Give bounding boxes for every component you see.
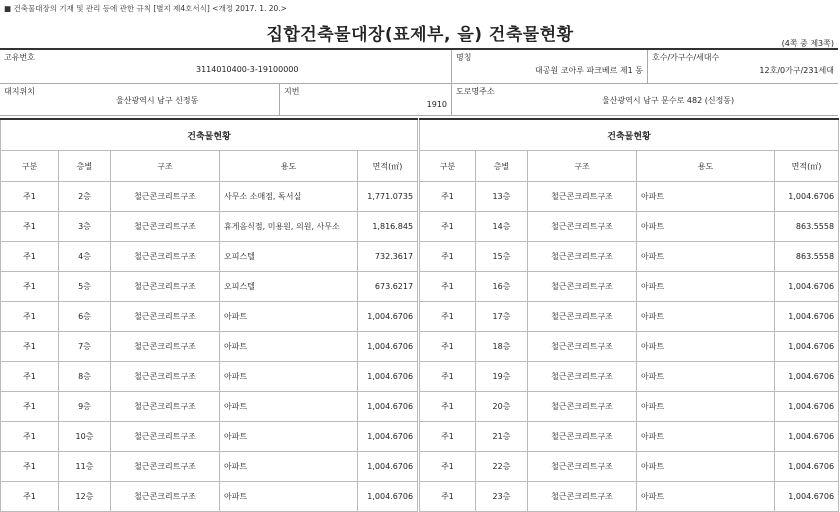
col-header-use: 용도 — [637, 151, 775, 182]
floor-cell: 22층 — [476, 452, 528, 482]
use-cell: 아파트 — [637, 272, 775, 302]
use-cell: 아파트 — [220, 362, 358, 392]
division-cell: 주1 — [1, 392, 59, 422]
area-cell: 1,004.6706 — [775, 452, 839, 482]
col-header-floor: 층별 — [59, 151, 111, 182]
area-cell: 1,004.6706 — [775, 272, 839, 302]
structure-cell: 철근콘크리트구조 — [528, 332, 637, 362]
area-cell: 1,004.6706 — [358, 422, 418, 452]
division-cell: 주1 — [1, 482, 59, 512]
structure-cell: 철근콘크리트구조 — [528, 452, 637, 482]
division-cell: 주1 — [1, 242, 59, 272]
table-row — [1, 392, 418, 422]
area-cell: 1,004.6706 — [775, 392, 839, 422]
table-row — [420, 392, 839, 422]
floor-cell: 15층 — [476, 242, 528, 272]
col-header-use: 용도 — [220, 151, 358, 182]
table-row — [1, 362, 418, 392]
division-cell: 주1 — [1, 182, 59, 212]
units-value: 12호/0가구/231세대 — [759, 66, 834, 75]
area-cell: 1,004.6706 — [775, 302, 839, 332]
floor-cell: 8층 — [59, 362, 111, 392]
table-row — [420, 182, 839, 212]
floor-cell: 13층 — [476, 182, 528, 212]
use-cell: 아파트 — [220, 392, 358, 422]
area-cell: 1,004.6706 — [775, 422, 839, 452]
structure-cell: 철근콘크리트구조 — [111, 182, 220, 212]
area-cell: 1,816.845 — [358, 212, 418, 242]
table-row — [1, 242, 418, 272]
area-cell: 863.5558 — [775, 242, 839, 272]
use-cell: 아파트 — [637, 362, 775, 392]
use-cell: 오피스텔 — [220, 272, 358, 302]
area-cell: 1,004.6706 — [358, 392, 418, 422]
area-cell: 1,771.0735 — [358, 182, 418, 212]
lot-number-label: 지번 — [284, 87, 300, 96]
division-cell: 주1 — [1, 362, 59, 392]
division-cell: 주1 — [420, 242, 476, 272]
use-cell: 아파트 — [637, 482, 775, 512]
division-cell: 주1 — [420, 422, 476, 452]
area-cell: 673.6217 — [358, 272, 418, 302]
structure-cell: 철근콘크리트구조 — [528, 482, 637, 512]
use-cell: 아파트 — [637, 302, 775, 332]
use-cell: 휴게음식점, 미용원, 의원, 사무소 — [220, 212, 358, 242]
use-cell: 사무소 소매점, 독서실 — [220, 182, 358, 212]
building-status-table-right — [419, 118, 839, 512]
division-cell: 주1 — [1, 302, 59, 332]
site-location-value: 울산광역시 남구 신정동 — [116, 96, 199, 105]
site-location-cell — [0, 84, 280, 116]
structure-cell: 철근콘크리트구조 — [528, 242, 637, 272]
use-cell: 아파트 — [637, 422, 775, 452]
use-cell: 아파트 — [637, 332, 775, 362]
floor-cell: 21층 — [476, 422, 528, 452]
area-cell: 1,004.6706 — [775, 332, 839, 362]
building-status-table-left — [0, 118, 418, 512]
area-cell: 1,004.6706 — [775, 482, 839, 512]
floor-cell: 19층 — [476, 362, 528, 392]
floor-cell: 17층 — [476, 302, 528, 332]
table-row — [1, 182, 418, 212]
area-cell: 1,004.6706 — [775, 182, 839, 212]
table-row — [420, 212, 839, 242]
table-row — [1, 302, 418, 332]
section-header: 건축물현황 — [1, 119, 418, 151]
floor-cell: 11층 — [59, 452, 111, 482]
floor-cell: 5층 — [59, 272, 111, 302]
document-title: 집합건축물대장(표제부, 을) 건축물현황 — [266, 25, 574, 45]
floor-cell: 4층 — [59, 242, 111, 272]
floor-cell: 6층 — [59, 302, 111, 332]
building-name-value: 대공원 코아루 파크베르 제1 동 — [535, 66, 643, 75]
use-cell: 아파트 — [220, 452, 358, 482]
floor-cell: 3층 — [59, 212, 111, 242]
col-header-floor: 층별 — [476, 151, 528, 182]
division-cell: 주1 — [420, 212, 476, 242]
area-cell: 732.3617 — [358, 242, 418, 272]
form-regulation-note: ■ 건축물대장의 기재 및 관리 등에 관한 규칙 [별지 제4호서식] <개정 2017. 1. 20.> — [4, 4, 287, 13]
unique-number-label: 고유번호 — [4, 53, 35, 62]
structure-cell: 철근콘크리트구조 — [111, 392, 220, 422]
structure-cell: 철근콘크리트구조 — [528, 302, 637, 332]
structure-cell: 철근콘크리트구조 — [111, 302, 220, 332]
building-name-cell — [452, 50, 648, 84]
structure-cell: 철근콘크리트구조 — [111, 332, 220, 362]
division-cell: 주1 — [420, 182, 476, 212]
table-row — [1, 272, 418, 302]
floor-cell: 16층 — [476, 272, 528, 302]
table-row — [1, 422, 418, 452]
division-cell: 주1 — [420, 362, 476, 392]
structure-cell: 철근콘크리트구조 — [111, 242, 220, 272]
division-cell: 주1 — [420, 482, 476, 512]
building-info-section — [0, 48, 838, 116]
structure-cell: 철근콘크리트구조 — [111, 272, 220, 302]
area-cell: 1,004.6706 — [775, 362, 839, 392]
area-cell: 1,004.6706 — [358, 332, 418, 362]
area-cell: 863.5558 — [775, 212, 839, 242]
structure-cell: 철근콘크리트구조 — [111, 212, 220, 242]
floor-cell: 20층 — [476, 392, 528, 422]
division-cell: 주1 — [1, 452, 59, 482]
units-label: 호수/가구수/세대수 — [652, 53, 720, 62]
floor-cell: 9층 — [59, 392, 111, 422]
unique-number-value: 3114010400-3-19100000 — [196, 65, 299, 74]
use-cell: 아파트 — [220, 332, 358, 362]
table-row — [420, 422, 839, 452]
floor-cell: 23층 — [476, 482, 528, 512]
use-cell: 아파트 — [637, 242, 775, 272]
use-cell: 아파트 — [220, 482, 358, 512]
floor-cell: 10층 — [59, 422, 111, 452]
page-indicator: (4쪽 중 제3쪽) — [781, 39, 834, 48]
site-location-label: 대지위치 — [4, 87, 35, 96]
floor-cell: 7층 — [59, 332, 111, 362]
structure-cell: 철근콘크리트구조 — [111, 482, 220, 512]
road-address-cell — [452, 84, 838, 116]
division-cell: 주1 — [1, 422, 59, 452]
area-cell: 1,004.6706 — [358, 452, 418, 482]
col-header-division: 구분 — [1, 151, 59, 182]
table-row — [420, 272, 839, 302]
table-row — [420, 332, 839, 362]
structure-cell: 철근콘크리트구조 — [528, 182, 637, 212]
structure-cell: 철근콘크리트구조 — [111, 362, 220, 392]
units-cell — [648, 50, 838, 84]
use-cell: 아파트 — [220, 302, 358, 332]
structure-cell: 철근콘크리트구조 — [528, 362, 637, 392]
division-cell: 주1 — [420, 302, 476, 332]
division-cell: 주1 — [420, 452, 476, 482]
structure-cell: 철근콘크리트구조 — [111, 422, 220, 452]
unique-number-cell — [0, 50, 452, 84]
table-row — [420, 362, 839, 392]
division-cell: 주1 — [420, 392, 476, 422]
building-name-label: 명칭 — [456, 53, 472, 62]
use-cell: 아파트 — [637, 392, 775, 422]
division-cell: 주1 — [1, 332, 59, 362]
col-header-division: 구분 — [420, 151, 476, 182]
use-cell: 아파트 — [637, 182, 775, 212]
table-row — [420, 302, 839, 332]
col-header-area: 면적(㎡) — [775, 151, 839, 182]
structure-cell: 철근콘크리트구조 — [111, 452, 220, 482]
structure-cell: 철근콘크리트구조 — [528, 272, 637, 302]
section-header: 건축물현황 — [420, 119, 839, 151]
area-cell: 1,004.6706 — [358, 482, 418, 512]
table-row — [420, 482, 839, 512]
division-cell: 주1 — [420, 272, 476, 302]
division-cell: 주1 — [420, 332, 476, 362]
table-row — [420, 242, 839, 272]
col-header-structure: 구조 — [111, 151, 220, 182]
road-address-label: 도로명주소 — [456, 87, 495, 96]
table-row — [1, 212, 418, 242]
col-header-area: 면적(㎡) — [358, 151, 418, 182]
road-address-value: 울산광역시 남구 문수로 482 (신정동) — [602, 96, 735, 105]
structure-cell: 철근콘크리트구조 — [528, 392, 637, 422]
structure-cell: 철근콘크리트구조 — [528, 422, 637, 452]
division-cell: 주1 — [1, 212, 59, 242]
table-row — [1, 452, 418, 482]
structure-cell: 철근콘크리트구조 — [528, 212, 637, 242]
use-cell: 오피스텔 — [220, 242, 358, 272]
floor-cell: 12층 — [59, 482, 111, 512]
use-cell: 아파트 — [637, 452, 775, 482]
area-cell: 1,004.6706 — [358, 362, 418, 392]
area-cell: 1,004.6706 — [358, 302, 418, 332]
floor-cell: 14층 — [476, 212, 528, 242]
use-cell: 아파트 — [637, 212, 775, 242]
use-cell: 아파트 — [220, 422, 358, 452]
lot-number-value: 1910 — [426, 100, 447, 109]
floor-cell: 18층 — [476, 332, 528, 362]
floor-cell: 2층 — [59, 182, 111, 212]
division-cell: 주1 — [1, 272, 59, 302]
lot-number-cell — [280, 84, 452, 116]
table-row — [1, 482, 418, 512]
table-row — [420, 452, 839, 482]
table-row — [1, 332, 418, 362]
col-header-structure: 구조 — [528, 151, 637, 182]
